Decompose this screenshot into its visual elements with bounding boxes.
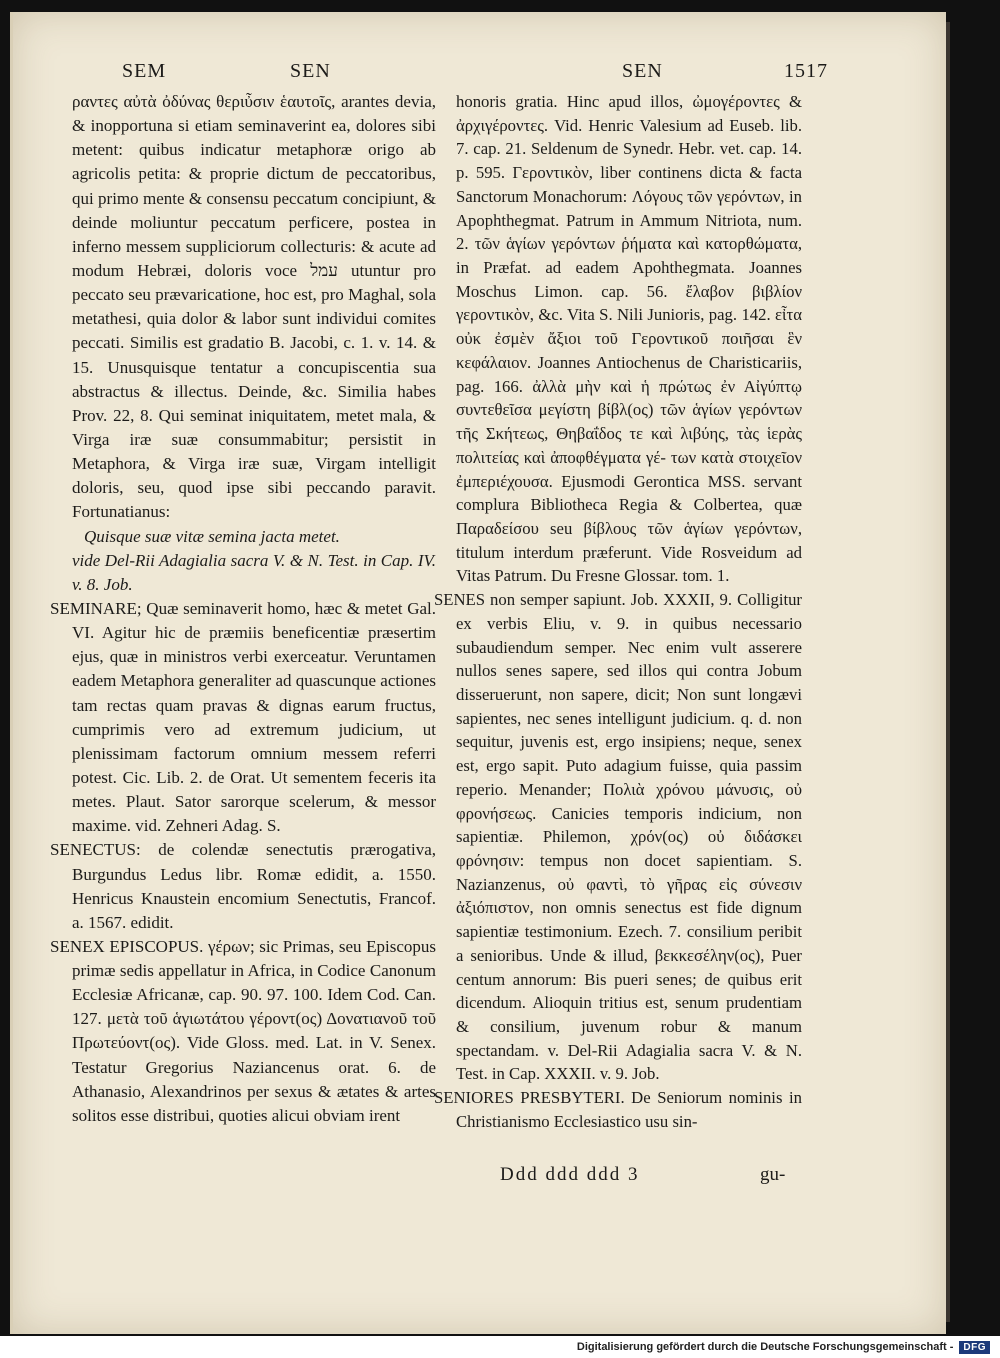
- catchword: gu-: [760, 1164, 786, 1185]
- paragraph: vide Del-Rii Adagialia sacra V. & N. Test. in Cap. IV. v. 8. Job.: [72, 550, 436, 594]
- right-column: [434, 90, 802, 1134]
- left-column: [50, 90, 436, 1128]
- paragraph: honoris gratia. Hinc apud illos, ὠμογέροντες & ἀρχιγέροντες. Vid. Henric Valesium ad Euseb. lib. 7. cap. 21. Seldenum de Synedr. Hebr. vet. cap. 14. p. 595. Γεροντικὸν, liber continens dicta & facta Sanctorum Monachorum: Λόγους τῶν γερόντων, in Apophthegmat. Patrum in Ammum Nitriota, num. 2. τῶν ἁγίων γερόντων ῥήματα καὶ κατορθώματα, in Præfat. ad eadem Apohthegmata. Joannes Moschus Limon. cap. 56. ἔλαβον βιβλίον γεροντικὸν, &c. Vita S. Nili Junioris, pag. 142. εἶτα οὐκ ἐσμὲν ἄξιοι τοῦ Γεροντικοῦ ποιῆσαι ἓν κεφάλαιον. Joannes Antiochenus de Charisticariis, pag. 166. ἀλλὰ μὴν καὶ ἡ πρώτως ἐν Αἰγύπτῳ συντεθεῖσα μεγίστη βίβλ(ος) τῶν ἁγίων γερόντων τῆς Σκήτεως, Θηβαΐδος τε καὶ λιβύης, τὰς ἱερὰς πολιτείας καὶ ἀποφθέγματα γέ- των κατὰ στοιχεῖον ἐμπεριέχουσα. Ejusmodi Gerontica MSS. servant complura Bibliotheca Regia & Colbertea, quæ Παραδείσου seu βίβλους τῶν ἁγίων γερόντων, titulum interdum præferunt. Vide Rosveidum ad Vitas Patrum. Du Fresne Glossar. tom. 1.: [456, 92, 802, 586]
- dictionary-entry: SEMINARE; Quæ seminaverit homo, hæc & metet Gal. VI. Agitur hic de præmiis beneficentiæ præsertim ejus, quæ in ministros verbi exerceatur. Veruntamen eadem Metaphora generaliter ad quascunque actiones tam rectas quam pravas & dignas earum fructus, cumprimis vero ad extremum judicium, ut plenissimam factorum omnium messem referri potest. Cic. Lib. 2. de Orat. Ut sementem feceris ita metes. Plaut. Sator sarorque scelerum, & messor maxime. vid. Zehneri Adag. S.: [50, 598, 436, 836]
- dictionary-entry: SENES non semper sapiunt. Job. XXXII, 9. Colligitur ex verbis Eliu, v. 9. in quibus necessario subaudiendum semper. Nec enim vult asserere nullos senes sapere, sed illos qui contra Jobum disseruerunt, non sapere, dicit; Non sunt longævi sapientes, nec senes intelligunt judicium. q. d. non sequitur, juvenis est, ergo insipiens; neque, senex est, ergo sapit. Puto adagium fuisse, quia passim reperio. Menander; Πολιὰ χρόνου μάνυσις, οὐ φρονήσεως. Canicies temporis indicium, non sapientiæ. Philemon, χρόν(ος) οὐ διδάσκει φρόνησιν: tempus non docet sapientiam. S. Nazianzenus, οὐ φαντὶ, τὸ γῆρας εἰς σύνεσιν ἀξιόπιστον, non omnis senectus est fide dignum sapientiæ testimonium. Ezech. 7. consilium peribit a senioribus. Unde & illud, βεκκεσέλην(ος), Puer centum annorum: Bis pueri senes; de quibus erit dicendum. Alioquin tritius est, senum prudentiam & consilium, juvenum robur & manum spectandam. v. Del-Rii Adagialia sacra V. & N. Test. in Cap. XXXII. v. 9. Job.: [434, 590, 802, 1084]
- footer-text: Digitalisierung gefördert durch die Deutsche Forschungsgemeinschaft -: [576, 1341, 954, 1353]
- page-number: 1517: [784, 60, 828, 82]
- dictionary-entry: SENEX EPISCOPUS. γέρων; sic Primas, seu Episcopus primæ sedis appellatur in Africa, in Codice Canonum Ecclesiæ Africanæ, cap. 90. 97. 100. Idem Cod. Can. 127. μετὰ τοῦ ἁγιωτάτου γέροντ(ος) Δονατιανοῦ τοῦ Πρωτεύοντ(ος). Vide Gloss. med. Lat. in V. Senex. Testatur Gregorius Naziancenus orat. 6. de Athanasio, Alexandrinos per sexus & ætates & artes solitos esse distribui, quoties alicui obviam irent: [50, 936, 436, 1125]
- dictionary-entry: SENECTUS: de colendæ senectutis prærogativa, Burgundus Ledus libr. Romæ edidit, a. 1550. Henricus Knaustein encomium Senectutis, Francof. a. 1567. edidit.: [50, 840, 436, 932]
- page-edge: [946, 22, 950, 1322]
- dfg-logo-icon[interactable]: DFG: [959, 1341, 990, 1354]
- quotation: Quisque suæ vitæ semina jacta metet.: [84, 526, 340, 546]
- paragraph: ραντες αὐτὰ ὀδύνας θεριὖσιν ἑαυτοῖς, arantes devia, & inopportuna si etiam seminaverint ea, dolores sibi metent: quibus indicatur metaphoræ origo ab agricolis petita: & proprie dictum de peccatoribus, qui primo mente & consensu peccatum concipiunt, & deinde moliuntur peccatum perficere, postea in inferno messem suppliciorum collecturis: & acute ad modum Hebræi, doloris voce עמל utuntur pro peccato seu prævaricatione, hoc est, pro Maghal, sola metathesi, quia dolor & labor sunt individui comites peccati. Similis est gradatio B. Jacobi, c. 1. v. 14. & 15. Unusquisque tentatur a concupiscentia sua abstractus & illectus. Deinde, &c. Similia habes Prov. 22, 8. Qui seminat iniquitatem, metet mala, & Virga iræ suæ consummabitur; persistit in Metaphora, & Virga iræ suæ, Virgam intelligit doloris, seu, quod ipse sibi peccando paravit. Fortunatianus:: [72, 92, 436, 522]
- running-head-left-2: SEN: [290, 60, 331, 82]
- running-head-right: SEN: [622, 60, 663, 82]
- running-head-left-1: SEM: [122, 60, 167, 82]
- dictionary-entry: SENIORES PRESBYTERI. De Seniorum nominis in Christianismo Ecclesiastico usu sin-: [434, 1088, 802, 1131]
- signature-mark: Ddd ddd ddd 3: [500, 1164, 640, 1185]
- footer-bar: [0, 1336, 1000, 1358]
